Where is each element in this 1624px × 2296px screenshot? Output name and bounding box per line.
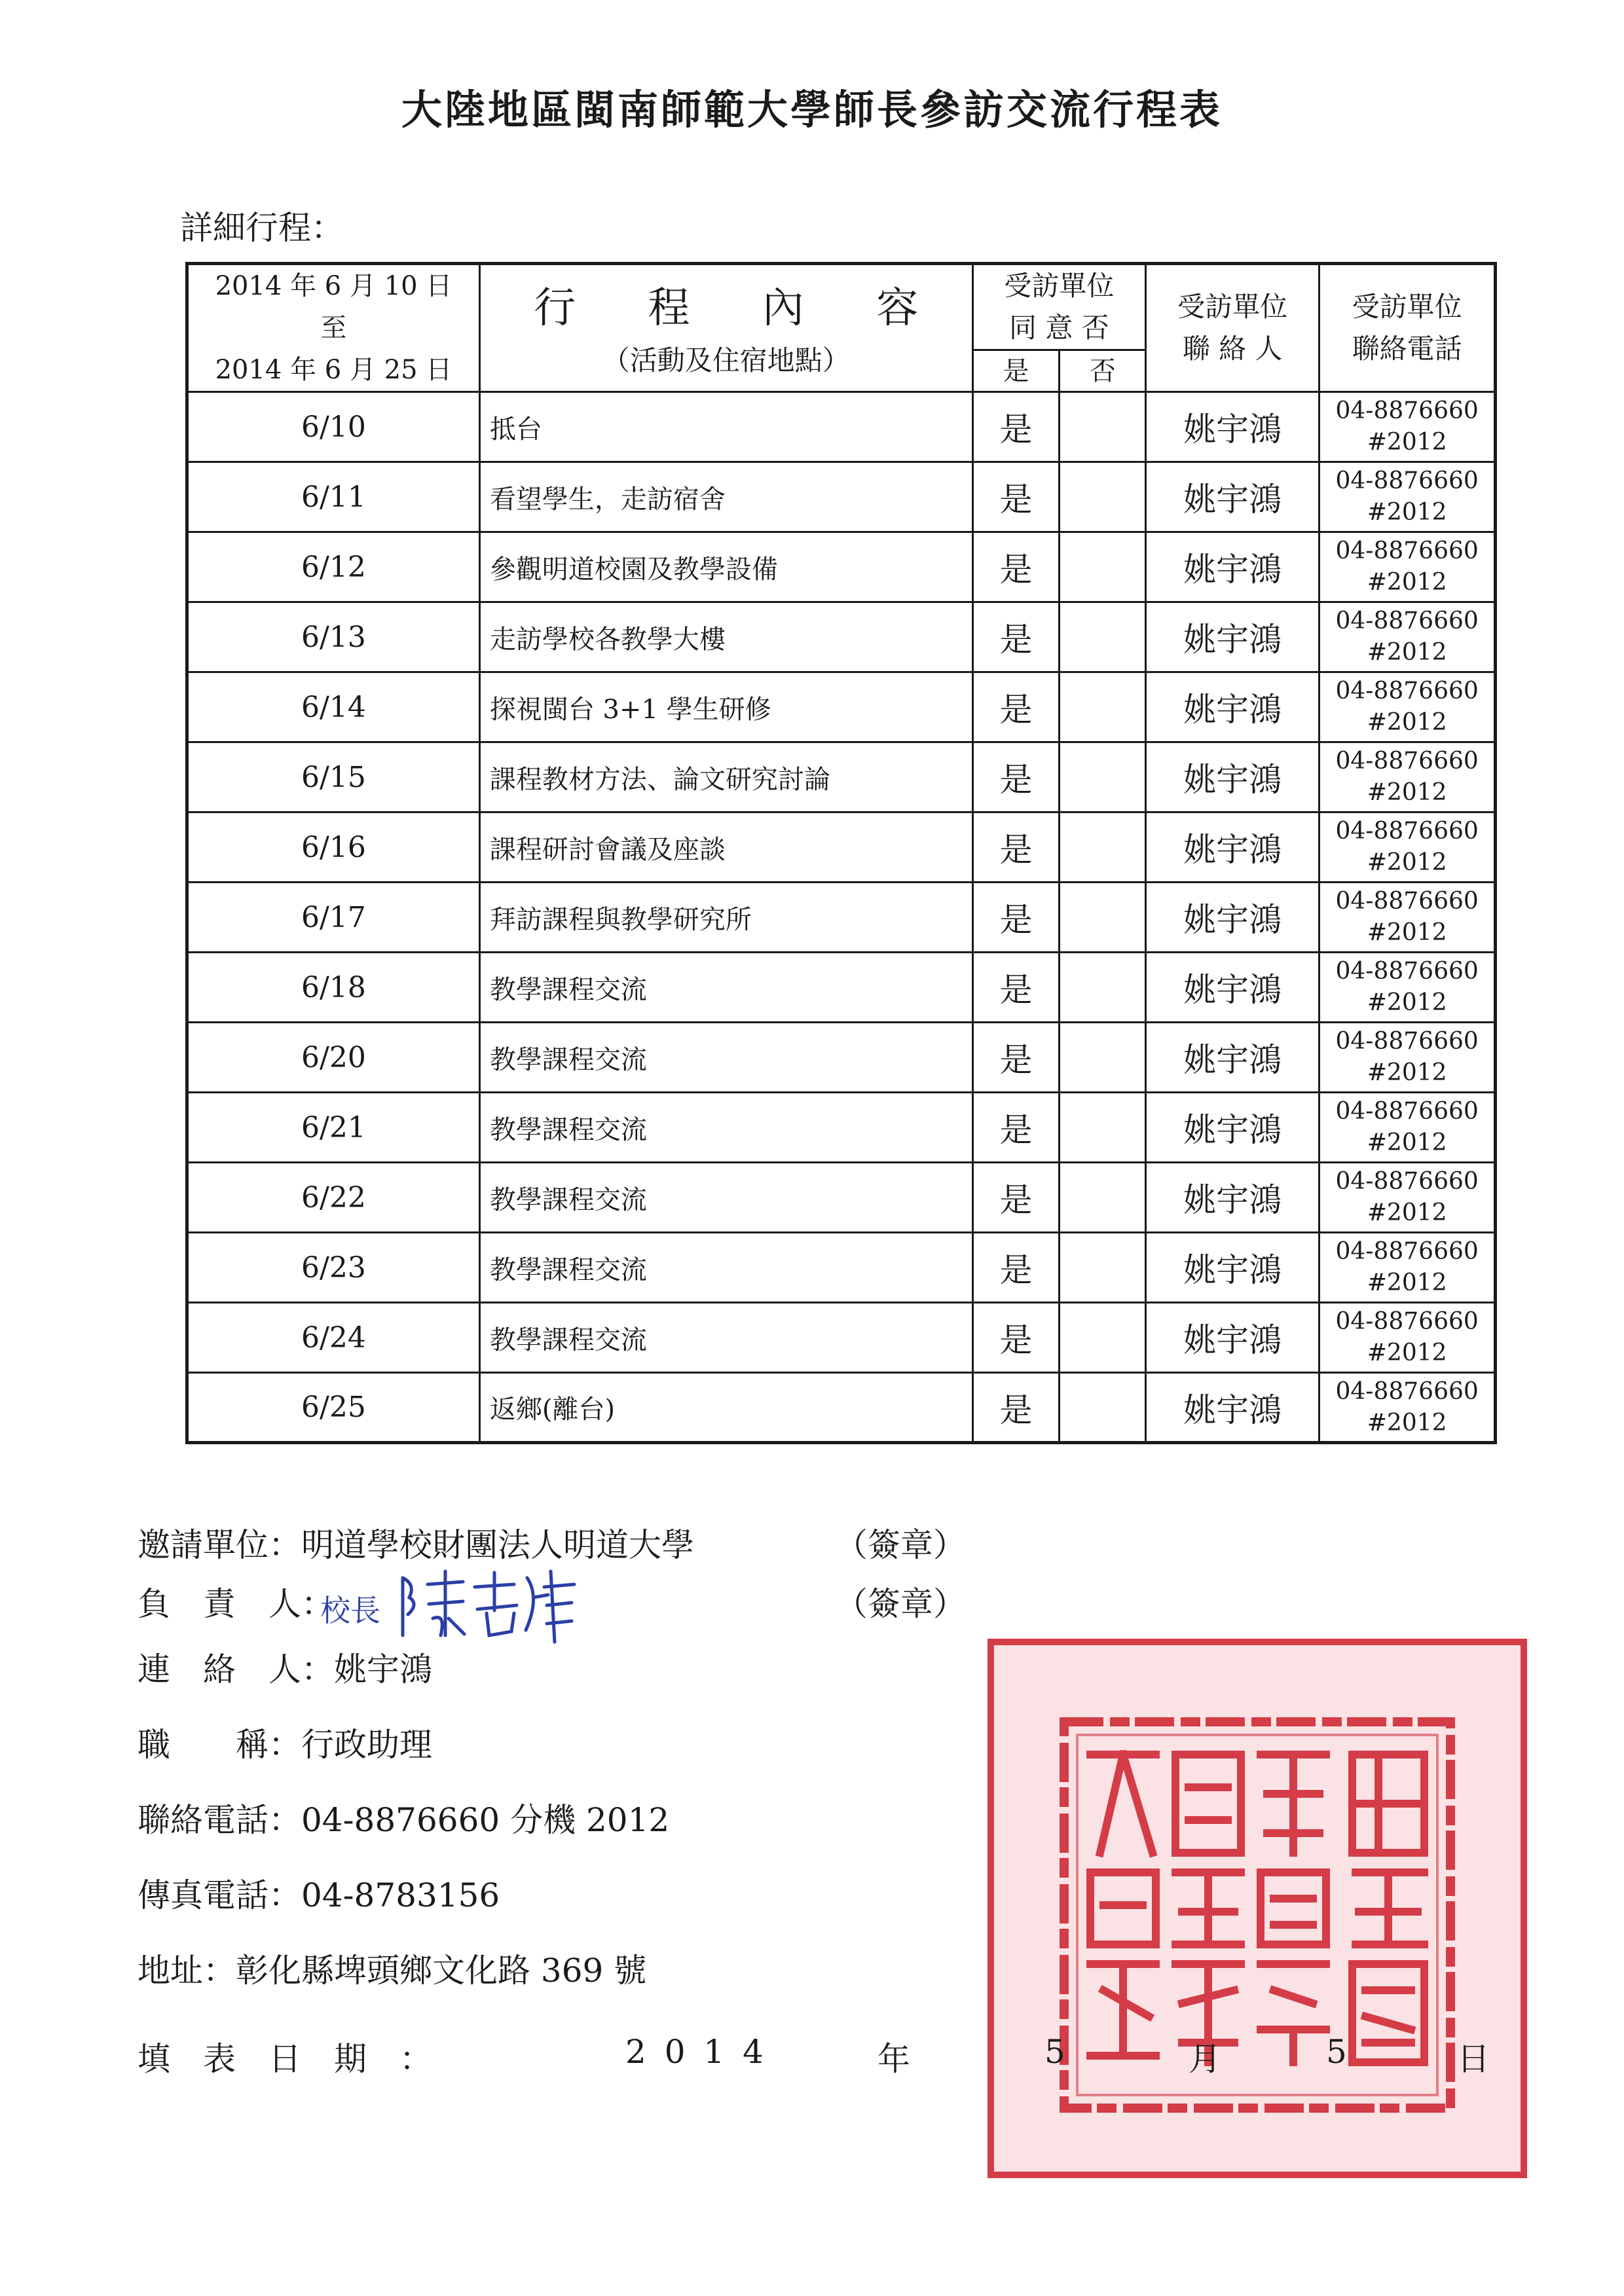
row-content: 教學課程交流 <box>479 953 972 1023</box>
job-title-field: 職 稱：行政助理 <box>138 1726 432 1764</box>
row-content: 探視閩台 3+1 學生研修 <box>479 672 972 742</box>
principal-label: 負 責 人： <box>138 1585 334 1623</box>
row-phone2: #2012 <box>1367 1129 1447 1156</box>
row-agree-no <box>1060 392 1146 462</box>
row-contact: 姚宇鴻 <box>1146 602 1320 672</box>
row-agree-yes: 是 <box>972 1233 1060 1303</box>
row-phone2: #2012 <box>1367 1269 1447 1296</box>
contact-person-field: 連 絡 人：姚宇鴻 <box>138 1650 432 1688</box>
row-date: 6/18 <box>187 953 480 1023</box>
row-content: 課程教材方法、論文研究討論 <box>479 742 972 812</box>
contact-header-line2: 聯 絡 人 <box>1182 333 1283 365</box>
phone-field: 聯絡電話：04-8876660 分機 2012 <box>138 1801 670 1839</box>
fill-date-label: 填 表 日 期 ： <box>138 2040 432 2078</box>
row-content: 教學課程交流 <box>479 1163 972 1233</box>
row-phone1: 04-8876660 <box>1335 1168 1479 1195</box>
table-row <box>187 742 1496 812</box>
row-contact: 姚宇鴻 <box>1146 1163 1320 1233</box>
phone-header <box>1320 264 1496 392</box>
date-from: 2014 年 6 月 10 日 <box>215 271 452 301</box>
contact-header <box>1146 264 1320 392</box>
row-phone2: #2012 <box>1367 429 1447 456</box>
row-agree-yes: 是 <box>972 812 1060 883</box>
row-phone1: 04-8876660 <box>1335 467 1479 494</box>
detail-heading: 詳細行程： <box>180 209 344 247</box>
row-date: 6/12 <box>187 532 480 602</box>
row-agree-yes: 是 <box>972 672 1060 742</box>
inviter-sign-label: （簽章） <box>835 1526 966 1564</box>
row-phone <box>1320 532 1496 602</box>
svg-text:校長: 校長 <box>320 1593 380 1628</box>
principal-signature <box>318 1558 606 1650</box>
row-agree-no <box>1060 1303 1146 1373</box>
row-date: 6/23 <box>187 1233 480 1303</box>
date-to: 2014 年 6 月 25 日 <box>215 355 452 385</box>
content-header-title: 行 程 內 容 <box>534 284 919 333</box>
row-phone1: 04-8876660 <box>1335 888 1479 915</box>
inviter-field: 邀請單位：明道學校財團法人明道大學 <box>138 1526 694 1564</box>
table-row <box>187 1023 1496 1093</box>
row-contact: 姚宇鴻 <box>1146 1233 1320 1303</box>
row-agree-yes: 是 <box>972 883 1060 953</box>
row-date: 6/10 <box>187 392 480 462</box>
row-phone2: #2012 <box>1367 779 1447 806</box>
row-agree-yes: 是 <box>972 1373 1060 1443</box>
row-phone1: 04-8876660 <box>1335 1028 1479 1055</box>
date-to-word: 至 <box>320 313 347 343</box>
row-date: 6/20 <box>187 1023 480 1093</box>
row-phone1: 04-8876660 <box>1335 1308 1479 1335</box>
table-row <box>187 812 1496 883</box>
row-agree-no <box>1060 1373 1146 1443</box>
table-row <box>187 602 1496 672</box>
row-agree-yes: 是 <box>972 462 1060 532</box>
row-phone1: 04-8876660 <box>1335 1098 1479 1125</box>
row-content: 教學課程交流 <box>479 1023 972 1093</box>
row-contact: 姚宇鴻 <box>1146 812 1320 883</box>
fill-date-month: 5 <box>1044 2033 1065 2071</box>
fill-date-month-unit: 月 <box>1189 2040 1221 2078</box>
row-phone1: 04-8876660 <box>1335 678 1479 704</box>
fax-field: 傳真電話：04-8783156 <box>138 1876 500 1914</box>
row-phone <box>1320 742 1496 812</box>
row-phone2: #2012 <box>1367 1339 1447 1366</box>
row-date: 6/15 <box>187 742 480 812</box>
row-agree-yes: 是 <box>972 532 1060 602</box>
fill-date-day-unit: 日 <box>1457 2040 1490 2078</box>
agree-header-line2: 同 意 否 <box>1008 312 1109 344</box>
row-agree-yes: 是 <box>972 1163 1060 1233</box>
row-phone1: 04-8876660 <box>1335 397 1479 424</box>
agree-header <box>972 264 1145 350</box>
row-agree-yes: 是 <box>972 1023 1060 1093</box>
fill-date-year: 2 0 1 4 <box>625 2033 767 2071</box>
row-phone2: #2012 <box>1367 849 1447 876</box>
row-phone <box>1320 392 1496 462</box>
row-date: 6/14 <box>187 672 480 742</box>
fill-date-day: 5 <box>1326 2033 1347 2071</box>
row-phone1: 04-8876660 <box>1335 538 1479 564</box>
row-phone <box>1320 953 1496 1023</box>
row-date: 6/24 <box>187 1303 480 1373</box>
row-content: 抵台 <box>479 392 972 462</box>
table-row <box>187 532 1496 602</box>
row-content: 課程研討會議及座談 <box>479 812 972 883</box>
itinerary-table <box>185 262 1497 1444</box>
row-content: 教學課程交流 <box>479 1233 972 1303</box>
row-agree-no <box>1060 532 1146 602</box>
row-phone2: #2012 <box>1367 1199 1447 1226</box>
row-agree-no <box>1060 602 1146 672</box>
table-row <box>187 883 1496 953</box>
row-agree-yes: 是 <box>972 953 1060 1023</box>
phone-header-line1: 受訪單位 <box>1352 291 1462 323</box>
row-phone1: 04-8876660 <box>1335 1377 1479 1405</box>
row-agree-yes: 是 <box>972 602 1060 672</box>
content-header <box>479 264 972 392</box>
row-contact: 姚宇鴻 <box>1146 672 1320 742</box>
page-title: 大陸地區閩南師範大學師長參訪交流行程表 <box>401 86 1223 134</box>
table-row <box>187 462 1496 532</box>
row-agree-no <box>1060 462 1146 532</box>
row-phone2: #2012 <box>1367 1409 1447 1436</box>
address-field: 地址：彰化縣埤頭鄉文化路 369 號 <box>138 1952 647 1990</box>
row-content: 看望學生，走訪宿舍 <box>479 462 972 532</box>
no-header: 否 <box>1060 350 1146 392</box>
row-date: 6/13 <box>187 602 480 672</box>
table-row <box>187 392 1496 462</box>
row-phone <box>1320 1023 1496 1093</box>
table-row <box>187 1093 1496 1163</box>
row-phone1: 04-8876660 <box>1335 818 1479 845</box>
row-date: 6/16 <box>187 812 480 883</box>
row-content: 教學課程交流 <box>479 1093 972 1163</box>
row-contact: 姚宇鴻 <box>1146 1093 1320 1163</box>
row-agree-no <box>1060 953 1146 1023</box>
principal-sign-label: （簽章） <box>835 1585 966 1623</box>
row-phone <box>1320 812 1496 883</box>
row-contact: 姚宇鴻 <box>1146 742 1320 812</box>
row-agree-no <box>1060 812 1146 883</box>
row-content: 教學課程交流 <box>479 1303 972 1373</box>
row-agree-no <box>1060 883 1146 953</box>
row-phone <box>1320 883 1496 953</box>
row-content: 拜訪課程與教學研究所 <box>479 883 972 953</box>
row-agree-no <box>1060 742 1146 812</box>
row-agree-no <box>1060 1093 1146 1163</box>
row-date: 6/22 <box>187 1163 480 1233</box>
contact-header-line1: 受訪單位 <box>1177 291 1288 323</box>
table-row <box>187 1163 1496 1233</box>
row-phone1: 04-8876660 <box>1335 1238 1479 1265</box>
row-phone <box>1320 1303 1496 1373</box>
row-phone <box>1320 1093 1496 1163</box>
row-phone <box>1320 672 1496 742</box>
table-row <box>187 1373 1496 1443</box>
row-phone1: 04-8876660 <box>1335 748 1479 774</box>
content-header-sub: （活動及住宿地點） <box>602 344 850 376</box>
row-phone2: #2012 <box>1367 709 1447 736</box>
row-phone2: #2012 <box>1367 639 1447 666</box>
row-date: 6/11 <box>187 462 480 532</box>
row-phone2: #2012 <box>1367 569 1447 596</box>
row-date: 6/21 <box>187 1093 480 1163</box>
official-seal <box>986 1637 1529 2180</box>
phone-header-line2: 聯絡電話 <box>1352 333 1462 365</box>
row-content: 參觀明道校園及教學設備 <box>479 532 972 602</box>
table-row <box>187 1303 1496 1373</box>
row-phone <box>1320 1163 1496 1233</box>
row-phone1: 04-8876660 <box>1335 608 1479 634</box>
row-content: 走訪學校各教學大樓 <box>479 602 972 672</box>
row-contact: 姚宇鴻 <box>1146 392 1320 462</box>
row-contact: 姚宇鴻 <box>1146 953 1320 1023</box>
date-range-header <box>187 264 480 392</box>
row-contact: 姚宇鴻 <box>1146 1373 1320 1443</box>
row-phone2: #2012 <box>1367 989 1447 1016</box>
row-agree-yes: 是 <box>972 742 1060 812</box>
agree-header-line1: 受訪單位 <box>1004 270 1115 302</box>
row-phone <box>1320 1233 1496 1303</box>
row-phone2: #2012 <box>1367 1059 1447 1086</box>
row-contact: 姚宇鴻 <box>1146 1303 1320 1373</box>
yes-header: 是 <box>972 350 1060 392</box>
row-agree-yes: 是 <box>972 1093 1060 1163</box>
fill-date-year-unit: 年 <box>877 2040 910 2078</box>
itinerary-rows <box>187 392 1496 1443</box>
row-agree-no <box>1060 672 1146 742</box>
row-agree-yes: 是 <box>972 1303 1060 1373</box>
row-phone <box>1320 602 1496 672</box>
row-phone2: #2012 <box>1367 919 1447 946</box>
row-phone <box>1320 1373 1496 1443</box>
row-contact: 姚宇鴻 <box>1146 883 1320 953</box>
row-date: 6/25 <box>187 1373 480 1443</box>
row-contact: 姚宇鴻 <box>1146 1023 1320 1093</box>
row-content: 返鄉(離台) <box>479 1373 972 1443</box>
table-header-row <box>187 264 1496 350</box>
row-phone1: 04-8876660 <box>1335 958 1479 985</box>
row-contact: 姚宇鴻 <box>1146 462 1320 532</box>
row-phone <box>1320 462 1496 532</box>
row-agree-no <box>1060 1023 1146 1093</box>
row-agree-no <box>1060 1233 1146 1303</box>
row-agree-yes: 是 <box>972 392 1060 462</box>
table-row <box>187 953 1496 1023</box>
table-row <box>187 1233 1496 1303</box>
row-date: 6/17 <box>187 883 480 953</box>
row-agree-no <box>1060 1163 1146 1233</box>
table-row <box>187 672 1496 742</box>
row-phone2: #2012 <box>1367 499 1447 526</box>
row-contact: 姚宇鴻 <box>1146 532 1320 602</box>
